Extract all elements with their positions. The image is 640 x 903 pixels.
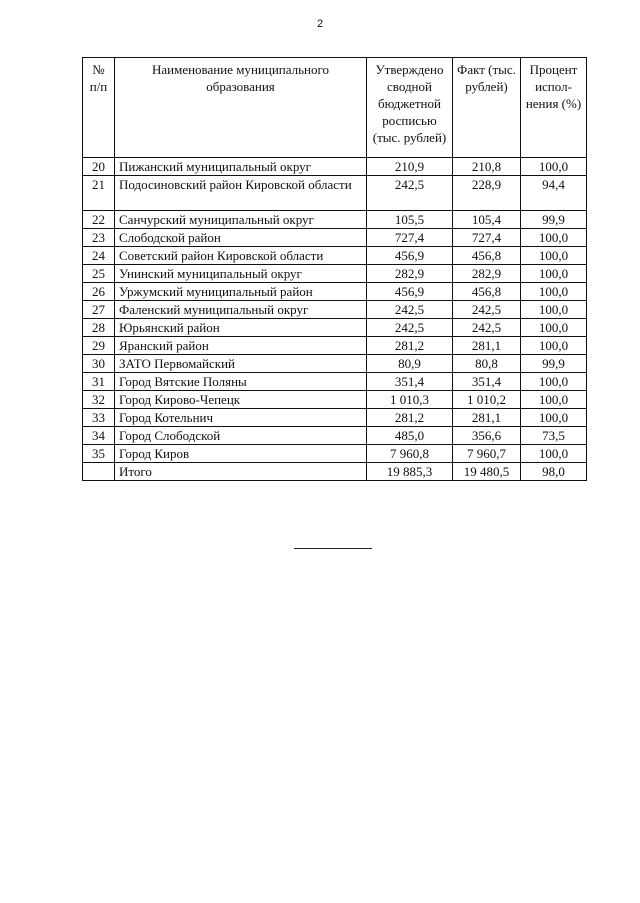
- total-num-cell: [83, 463, 115, 481]
- row-number: 28: [83, 319, 115, 337]
- fact-value: 1 010,2: [453, 391, 521, 409]
- municipality-name: Город Слободской: [115, 427, 367, 445]
- municipality-name: Город Вятские Поляны: [115, 373, 367, 391]
- approved-value: 80,9: [367, 355, 453, 373]
- percent-value: 100,0: [521, 391, 587, 409]
- table-row: [83, 391, 587, 409]
- total-label: Итого: [115, 463, 367, 481]
- row-number: 32: [83, 391, 115, 409]
- header-name: Наименование муниципального образования: [115, 58, 367, 158]
- municipality-name: Слободской район: [115, 229, 367, 247]
- municipality-name: Советский район Кировской области: [115, 247, 367, 265]
- percent-value: 100,0: [521, 265, 587, 283]
- fact-value: 281,1: [453, 337, 521, 355]
- fact-value: 456,8: [453, 247, 521, 265]
- approved-value: 485,0: [367, 427, 453, 445]
- table-row: [83, 283, 587, 301]
- approved-value: 105,5: [367, 211, 453, 229]
- fact-value: 351,4: [453, 373, 521, 391]
- table-row: [83, 409, 587, 427]
- table-header-row: [83, 58, 587, 158]
- approved-value: 242,5: [367, 301, 453, 319]
- page-number: 2: [316, 18, 324, 30]
- table-row: [83, 319, 587, 337]
- percent-value: 100,0: [521, 445, 587, 463]
- row-number: 21: [83, 176, 115, 211]
- fact-value: 105,4: [453, 211, 521, 229]
- approved-value: 456,9: [367, 247, 453, 265]
- table-row: [83, 355, 587, 373]
- row-number: 30: [83, 355, 115, 373]
- table-row: [83, 211, 587, 229]
- percent-value: 100,0: [521, 247, 587, 265]
- approved-value: 351,4: [367, 373, 453, 391]
- table-row: [83, 373, 587, 391]
- row-number: 25: [83, 265, 115, 283]
- percent-value: 99,9: [521, 211, 587, 229]
- municipality-name: Город Котельнич: [115, 409, 367, 427]
- municipality-name: Юрьянский район: [115, 319, 367, 337]
- header-percent: Процент испол-нения (%): [521, 58, 587, 158]
- municipality-name: Город Кирово-Чепецк: [115, 391, 367, 409]
- fact-value: 242,5: [453, 319, 521, 337]
- table-row: [83, 445, 587, 463]
- budget-execution-table: [82, 57, 587, 481]
- table-row: [83, 265, 587, 283]
- row-number: 27: [83, 301, 115, 319]
- row-number: 24: [83, 247, 115, 265]
- municipality-name: Фаленский муниципальный округ: [115, 301, 367, 319]
- total-percent: 98,0: [521, 463, 587, 481]
- end-divider-line: [294, 548, 372, 549]
- total-fact: 19 480,5: [453, 463, 521, 481]
- percent-value: 100,0: [521, 283, 587, 301]
- row-number: 22: [83, 211, 115, 229]
- fact-value: 282,9: [453, 265, 521, 283]
- municipality-name: Уржумский муниципальный район: [115, 283, 367, 301]
- row-number: 29: [83, 337, 115, 355]
- table-row: [83, 158, 587, 176]
- percent-value: 99,9: [521, 355, 587, 373]
- fact-value: 242,5: [453, 301, 521, 319]
- percent-value: 100,0: [521, 158, 587, 176]
- percent-value: 100,0: [521, 301, 587, 319]
- approved-value: 727,4: [367, 229, 453, 247]
- row-number: 34: [83, 427, 115, 445]
- municipality-name: ЗАТО Первомайский: [115, 355, 367, 373]
- approved-value: 282,9: [367, 265, 453, 283]
- table-row: [83, 229, 587, 247]
- approved-value: 281,2: [367, 337, 453, 355]
- fact-value: 228,9: [453, 176, 521, 211]
- header-approved: Утверждено сводной бюджетной росписью (тыс. рублей): [367, 58, 453, 158]
- header-fact: Факт (тыс. рублей): [453, 58, 521, 158]
- percent-value: 100,0: [521, 319, 587, 337]
- row-number: 20: [83, 158, 115, 176]
- municipality-name: Унинский муниципальный округ: [115, 265, 367, 283]
- table-row: [83, 427, 587, 445]
- row-number: 35: [83, 445, 115, 463]
- municipality-name: Подосиновский район Кировской области: [115, 176, 367, 211]
- row-number: 33: [83, 409, 115, 427]
- approved-value: 281,2: [367, 409, 453, 427]
- municipality-name: Пижанский муниципальный округ: [115, 158, 367, 176]
- fact-value: 356,6: [453, 427, 521, 445]
- approved-value: 242,5: [367, 176, 453, 211]
- header-num: № п/п: [83, 58, 115, 158]
- percent-value: 73,5: [521, 427, 587, 445]
- fact-value: 281,1: [453, 409, 521, 427]
- table-row: [83, 301, 587, 319]
- approved-value: 1 010,3: [367, 391, 453, 409]
- approved-value: 456,9: [367, 283, 453, 301]
- total-row: [83, 463, 587, 481]
- table-body: [83, 158, 587, 481]
- percent-value: 100,0: [521, 337, 587, 355]
- municipality-name: Яранский район: [115, 337, 367, 355]
- table-row: [83, 247, 587, 265]
- row-number: 31: [83, 373, 115, 391]
- table-row: [83, 337, 587, 355]
- percent-value: 100,0: [521, 409, 587, 427]
- municipality-name: Санчурский муниципальный округ: [115, 211, 367, 229]
- fact-value: 210,8: [453, 158, 521, 176]
- total-approved: 19 885,3: [367, 463, 453, 481]
- municipality-name: Город Киров: [115, 445, 367, 463]
- percent-value: 100,0: [521, 229, 587, 247]
- table-row: [83, 176, 587, 211]
- row-number: 23: [83, 229, 115, 247]
- fact-value: 80,8: [453, 355, 521, 373]
- percent-value: 94,4: [521, 176, 587, 211]
- approved-value: 210,9: [367, 158, 453, 176]
- fact-value: 456,8: [453, 283, 521, 301]
- approved-value: 242,5: [367, 319, 453, 337]
- fact-value: 7 960,7: [453, 445, 521, 463]
- fact-value: 727,4: [453, 229, 521, 247]
- percent-value: 100,0: [521, 373, 587, 391]
- row-number: 26: [83, 283, 115, 301]
- approved-value: 7 960,8: [367, 445, 453, 463]
